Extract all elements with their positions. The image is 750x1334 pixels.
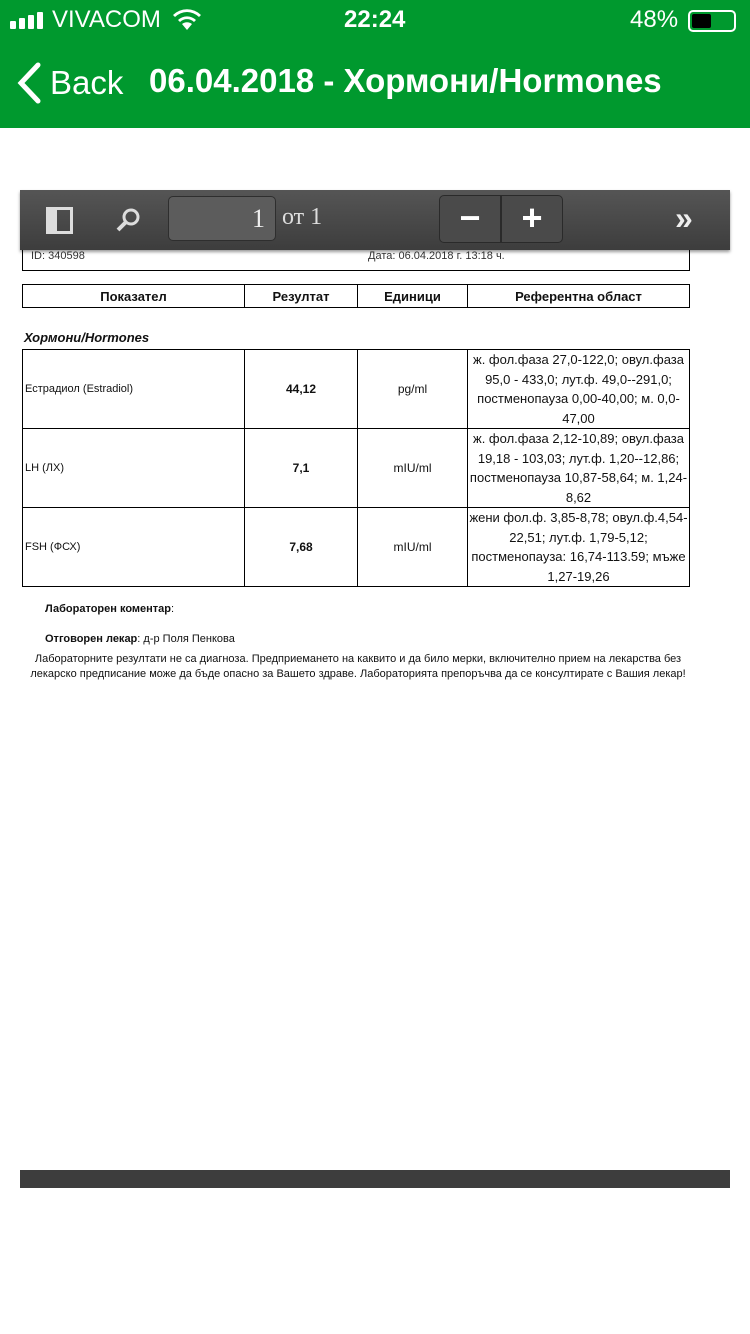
document-id: ID: 340598 bbox=[31, 250, 85, 262]
column-header: Единици bbox=[358, 285, 468, 308]
column-header: Показател bbox=[23, 285, 245, 308]
results-table bbox=[22, 349, 690, 587]
table-row bbox=[23, 429, 690, 508]
doctor-label: Отговорен лекар bbox=[45, 633, 138, 645]
test-reference: жени фол.ф. 3,85-8,78; овул.ф.4,54-22,51; лут.ф. 1,79-5,12; постменопауза: 16,74-113.59; мъже 1,27-19,26 bbox=[468, 508, 690, 587]
document-date: Дата: 06.04.2018 г. 13:18 ч. bbox=[368, 250, 505, 262]
zoom-out-button[interactable] bbox=[439, 195, 501, 243]
battery-percent: 48% bbox=[630, 6, 679, 33]
test-name: Естрадиол (Estradiol) bbox=[23, 350, 245, 429]
back-button[interactable] bbox=[16, 62, 123, 104]
table-row bbox=[23, 508, 690, 587]
section-title: Хормони/Hormones bbox=[24, 330, 150, 345]
test-reference: ж. фол.фаза 27,0-122,0; овул.фаза 95,0 - 433,0; лут.ф. 49,0--291,0; постменопауза 0,00-40,00; м. 0,0-47,00 bbox=[468, 350, 690, 429]
test-unit: mIU/ml bbox=[358, 508, 468, 587]
back-label: Back bbox=[50, 64, 124, 101]
column-header: Референтна област bbox=[468, 285, 690, 308]
header bbox=[0, 0, 750, 128]
next-double-chevron-icon[interactable]: » bbox=[675, 200, 693, 236]
test-reference: ж. фол.фаза 2,12-10,89; овул.фаза 19,18 - 103,03; лут.ф. 1,20--12,86; постменопауза 10,87-58,64; м. 1,24-8,62 bbox=[468, 429, 690, 508]
battery-icon bbox=[688, 10, 736, 32]
lab-comment-label: Лабораторен коментар bbox=[45, 603, 172, 615]
test-name: FSH (ФСХ) bbox=[23, 508, 245, 587]
zoom-in-button[interactable] bbox=[501, 195, 563, 243]
doctor-name: д-р Поля Пенкова bbox=[143, 633, 235, 645]
test-result: 7,68 bbox=[245, 508, 358, 587]
test-unit: pg/ml bbox=[358, 350, 468, 429]
clock: 22:24 bbox=[344, 6, 406, 33]
minus-icon: − bbox=[459, 197, 481, 238]
results-header-table bbox=[22, 284, 690, 308]
test-unit: mIU/ml bbox=[358, 429, 468, 508]
signal-icon bbox=[10, 12, 43, 29]
disclaimer: Лабораторните резултати не са диагноза. Предприемането на каквито и да било мерки, включително прием на лекарства без лекарско предписание може да бъде опасно за Вашето здраве. Лабораторията препоръчва да се консултирате с Вашия лекар! bbox=[30, 653, 686, 680]
page-title: 06.04.2018 - Хормони/Hormones bbox=[149, 62, 662, 99]
column-header: Резултат bbox=[245, 285, 358, 308]
page-number-input[interactable]: 1 bbox=[168, 196, 276, 241]
sidebar-toggle-icon[interactable] bbox=[46, 207, 73, 234]
test-result: 7,1 bbox=[245, 429, 358, 508]
pdf-bottom-bar bbox=[20, 1170, 730, 1188]
lab-comment: Лабораторен коментар: bbox=[45, 603, 175, 615]
search-icon[interactable] bbox=[114, 206, 142, 234]
test-result: 44,12 bbox=[245, 350, 358, 429]
page-count: от 1 bbox=[282, 204, 323, 230]
responsible-doctor: Отговорен лекар: д-р Поля Пенкова bbox=[45, 633, 235, 645]
carrier: VIVACOM bbox=[52, 6, 161, 33]
chevron-left-icon bbox=[16, 62, 42, 104]
pdf-toolbar bbox=[20, 190, 730, 250]
plus-icon: + bbox=[521, 197, 543, 238]
table-row bbox=[23, 350, 690, 429]
test-name: LH (ЛХ) bbox=[23, 429, 245, 508]
wifi-icon bbox=[172, 9, 202, 31]
